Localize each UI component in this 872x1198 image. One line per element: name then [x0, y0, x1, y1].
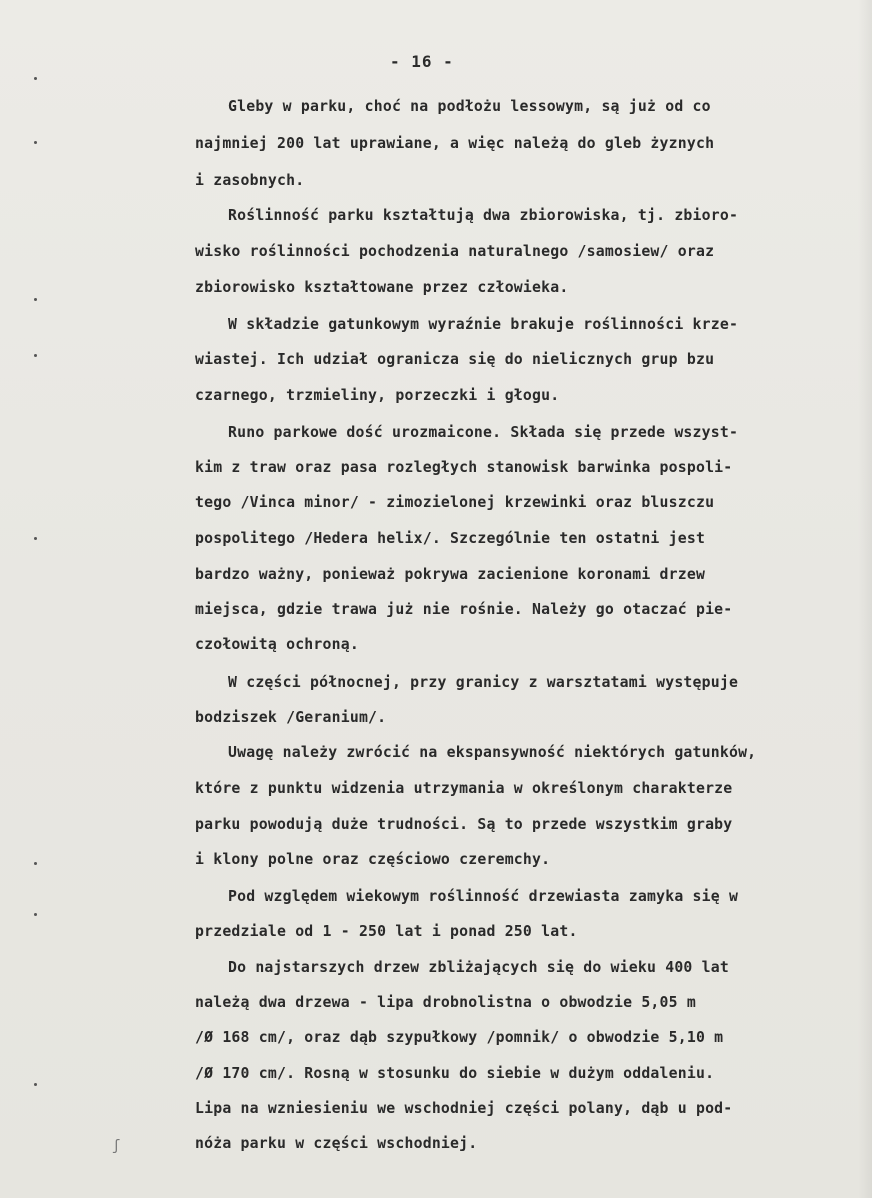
text-line: W części północnej, przy granicy z warsztatami występuje	[228, 674, 739, 691]
margin-pencil-mark: ʃ	[112, 1138, 121, 1154]
text-line: parku powodują duże trudności. Są to przede wszystkim graby	[195, 816, 733, 833]
text-line: miejsca, gdzie trawa już nie rośnie. Należy go otaczać pie-	[195, 601, 733, 618]
binding-hole-mark	[34, 77, 37, 80]
text-line: należą dwa drzewa - lipa drobnolistna o obwodzie 5,05 m	[195, 994, 696, 1011]
binding-hole-mark	[34, 354, 37, 357]
text-line: czołowitą ochroną.	[195, 636, 359, 653]
text-line: Runo parkowe dość urozmaicone. Składa się przede wszyst-	[228, 424, 739, 441]
text-line: przedziale od 1 - 250 lat i ponad 250 lat.	[195, 923, 578, 940]
text-line: bardzo ważny, ponieważ pokrywa zacienione koronami drzew	[195, 566, 706, 583]
text-line: wisko roślinności pochodzenia naturalnego /samosiew/ oraz	[195, 243, 715, 260]
text-line: najmniej 200 lat uprawiane, a więc należą do gleb żyznych	[195, 135, 715, 152]
binding-hole-mark	[34, 1083, 37, 1086]
binding-hole-mark	[34, 862, 37, 865]
page-number: - 16 -	[390, 52, 454, 71]
text-line: Gleby w parku, choć na podłożu lessowym, są już od co	[228, 98, 711, 115]
text-line: /Ø 170 cm/. Rosną w stosunku do siebie w dużym oddaleniu.	[195, 1065, 715, 1082]
text-line: /Ø 168 cm/, oraz dąb szypułkowy /pomnik/ o obwodzie 5,10 m	[195, 1029, 724, 1046]
binding-hole-mark	[34, 913, 37, 916]
text-line: Lipa na wzniesieniu we wschodniej części polany, dąb u pod-	[195, 1100, 733, 1117]
text-line: czarnego, trzmieliny, porzeczki i głogu.	[195, 387, 560, 404]
text-line: pospolitego /Hedera helix/. Szczególnie ten ostatni jest	[195, 530, 706, 547]
text-line: Do najstarszych drzew zbliżających się do wieku 400 lat	[228, 959, 729, 976]
text-line: Uwagę należy zwrócić na ekspansywność niektórych gatunków,	[228, 744, 757, 761]
text-line: W składzie gatunkowym wyraźnie brakuje roślinności krze-	[228, 316, 739, 333]
text-line: i klony polne oraz częściowo czeremchy.	[195, 851, 551, 868]
binding-hole-mark	[34, 537, 37, 540]
binding-hole-mark	[34, 141, 37, 144]
text-line: kim z traw oraz pasa rozległych stanowisk barwinka pospoli-	[195, 459, 733, 476]
text-line: nóża parku w części wschodniej.	[195, 1135, 478, 1152]
text-line: zbiorowisko kształtowane przez człowieka.	[195, 279, 569, 296]
text-line: bodziszek /Geranium/.	[195, 709, 387, 726]
text-line: Pod względem wiekowym roślinność drzewiasta zamyka się w	[228, 888, 739, 905]
text-line: wiastej. Ich udział ogranicza się do nielicznych grup bzu	[195, 351, 715, 368]
text-line: Roślinność parku kształtują dwa zbiorowiska, tj. zbioro-	[228, 207, 739, 224]
binding-hole-mark	[34, 298, 37, 301]
text-line: i zasobnych.	[195, 172, 305, 189]
text-line: które z punktu widzenia utrzymania w określonym charakterze	[195, 780, 733, 797]
page-edge-shadow	[858, 0, 872, 1198]
text-line: tego /Vinca minor/ - zimozielonej krzewinki oraz bluszczu	[195, 494, 715, 511]
